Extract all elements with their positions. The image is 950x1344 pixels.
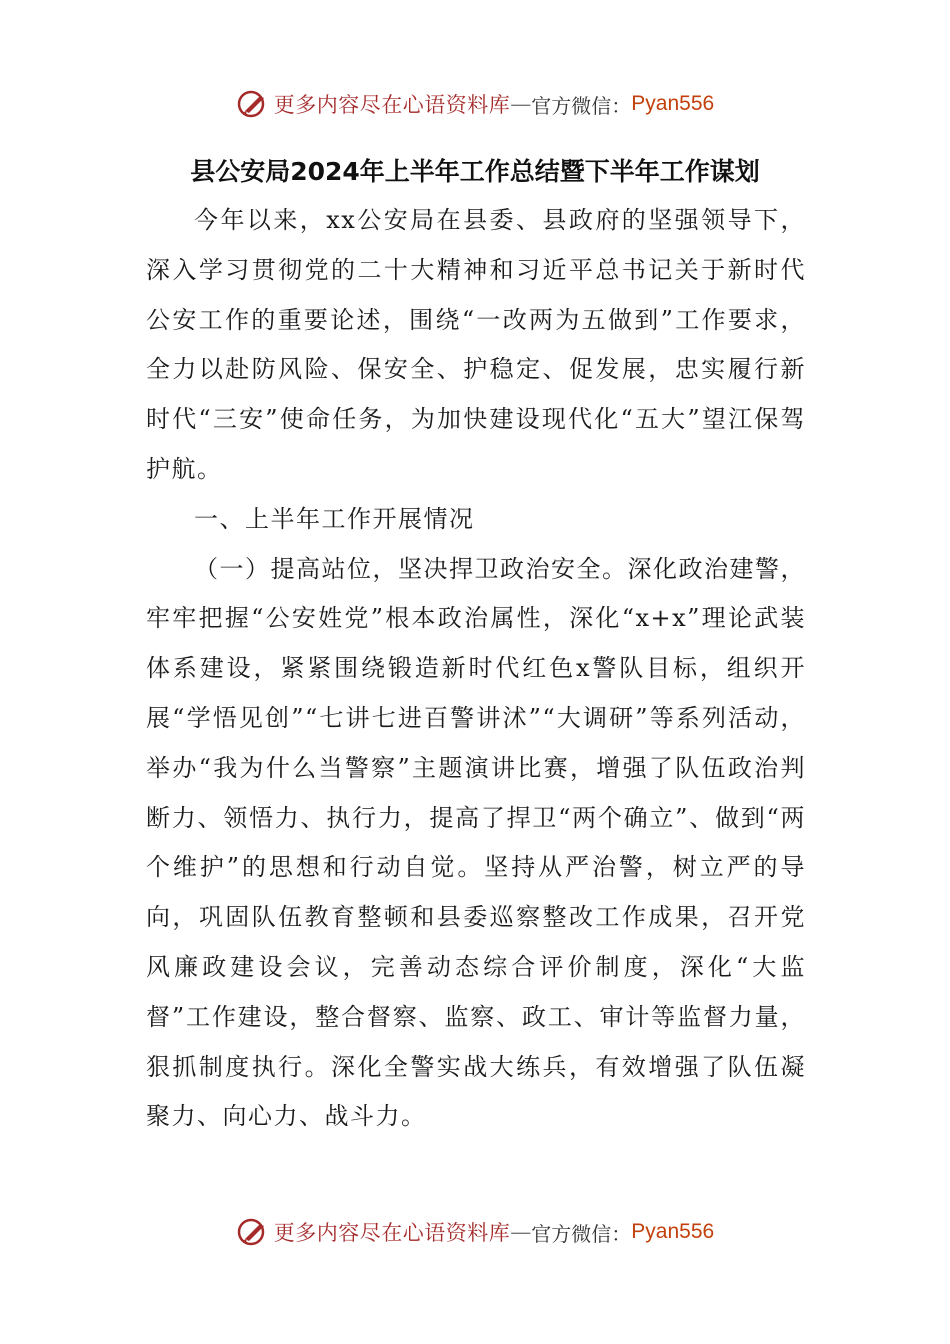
banner-dash: —: [510, 92, 532, 116]
banner-wechat-label: 官方微信：: [531, 93, 632, 118]
document-body: [146, 196, 806, 1142]
banner-dash: —: [510, 1220, 532, 1244]
banner-wechat-id: Pyan556: [631, 1220, 715, 1243]
banner-library-text: 更多内容尽在心语资料库: [273, 93, 511, 117]
banner-wechat-id: Pyan556: [631, 92, 715, 115]
header-watermark-banner: [0, 84, 950, 124]
footer-watermark-banner: [0, 1212, 950, 1252]
pen-logo-icon: [236, 87, 270, 121]
banner-wechat-label: 官方微信：: [531, 1221, 632, 1246]
intro-paragraph: 今年以来，xx公安局在县委、县政府的坚强领导下，深入学习贯彻党的二十大精神和习近平总书记关于新时代公安工作的重要论述，围绕“一改两为五做到”工作要求，全力以赴防风险、保安全、护稳定、促发展，忠实履行新时代“三安”使命任务，为加快建设现代化“五大”望江保驾护航。: [146, 206, 806, 483]
section-paragraph: （一）提高站位，坚决捍卫政治安全。深化政治建警，牢牢把握“公安姓党”根本政治属性，深化“x+x”理论武装体系建设，紧紧围绕锻造新时代红色x警队目标，组织开展“学悟见创”“七讲七进百警讲沭”“大调研”等系列活动，举办“我为什么当警察”主题演讲比赛，增强了队伍政治判断力、领悟力、执行力，提高了捍卫“两个确立”、做到“两个维护”的思想和行动自觉。坚持从严治警，树立严的导向，巩固队伍教育整顿和县委巡察整改工作成果，召开党风廉政建设会议，完善动态综合评价制度，深化“大监督”工作建设，整合督察、监察、政工、审计等监督力量，狠抓制度执行。深化全警实战大练兵，有效增强了队伍凝聚力、向心力、战斗力。: [146, 554, 806, 1131]
section-heading: 一、上半年工作开展情况: [194, 504, 475, 533]
banner-library-text: 更多内容尽在心语资料库: [273, 1221, 511, 1245]
document-title: 县公安局2024年上半年工作总结暨下半年工作谋划: [190, 157, 760, 186]
pen-logo-icon: [236, 1215, 270, 1249]
